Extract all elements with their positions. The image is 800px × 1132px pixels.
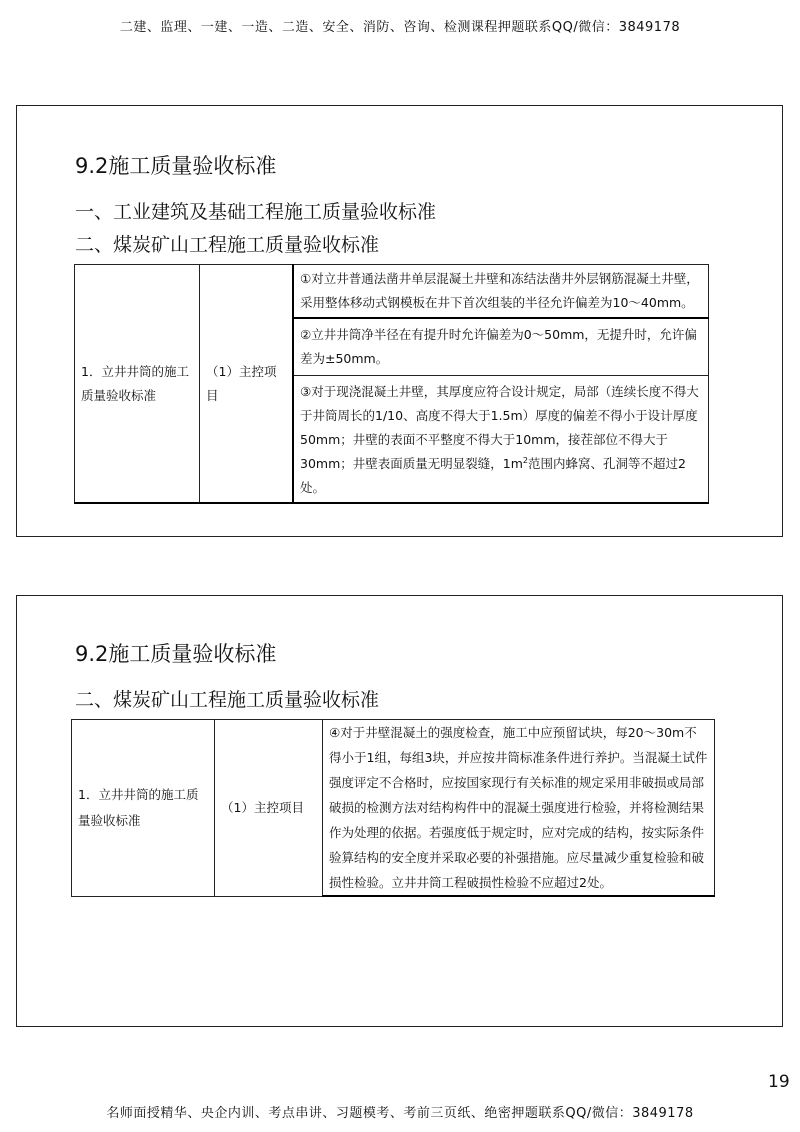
standards-table	[74, 264, 709, 504]
requirement-cell: ①对立井普通法凿井单层混凝土井壁和冻结法凿井外层钢筋混凝土井壁，采用整体移动式钢模板在井下首次组装的半径允许偏差为10～40mm。	[293, 265, 709, 319]
requirement-cell: ②立井井筒净半径在有提升时允许偏差为0～50mm，无提升时，允许偏差为±50mm。	[293, 318, 709, 376]
control-item-cell: （1）主控项目	[200, 265, 294, 504]
table-row	[72, 720, 715, 897]
control-item-cell: （1）主控项目	[215, 720, 323, 897]
slide-title: 9.2施工质量验收标准	[75, 642, 277, 666]
slide-2	[16, 595, 783, 1027]
table-row	[75, 265, 709, 319]
requirement-text: 范围内蜂窝、孔洞等不超过2处。	[300, 456, 686, 495]
category-cell: 1．立井井筒的施工质量验收标准	[75, 265, 200, 504]
requirement-cell	[293, 376, 709, 504]
subtitle-coal-mine: 二、煤炭矿山工程施工质量验收标准	[75, 689, 380, 711]
header-banner: 二建、监理、一建、一造、二造、安全、消防、咨询、检测课程押题联系QQ/微信：3849178	[119, 20, 681, 35]
requirement-text: ③对于现浇混凝土井壁，其厚度应符合设计规定，局部（连续长度不得大于井筒周长的1/10、高度不得大于1.5m）厚度的偏差不得小于设计厚度50mm；井壁的表面不平整度不得大于10mm，接茬部位不得大于30mm；井壁表面质量无明显裂缝，1m	[300, 384, 699, 471]
standards-table	[71, 719, 715, 897]
footer-banner: 名师面授精华、央企内训、考点串讲、习题模考、考前三页纸、绝密押题联系QQ/微信：3849178	[106, 1106, 694, 1121]
page-number: 19	[768, 1072, 790, 1092]
subtitle-coal-mine: 二、煤炭矿山工程施工质量验收标准	[75, 234, 380, 256]
requirement-cell: ④对于井壁混凝土的强度检查，施工中应预留试块，每20～30m不得小于1组，每组3块，并应按井筒标准条件进行养护。当混凝土试件强度评定不合格时，应按国家现行有关标准的规定采用非破损或局部破损的检测方法对结构构件中的混凝土强度进行检验，并将检测结果作为处理的依据。若强度低于规定时，应对完成的结构，按实际条件验算结构的安全度并采取必要的补强措施。应尽量减少重复检验和破损性检验。立井井筒工程破损性检验不应超过2处。	[323, 720, 715, 897]
slide-1	[16, 105, 783, 537]
category-cell: 1．立井井筒的施工质量验收标准	[72, 720, 215, 897]
superscript: 2	[522, 455, 528, 465]
subtitle-industrial: 一、工业建筑及基础工程施工质量验收标准	[75, 201, 437, 223]
slide-title: 9.2施工质量验收标准	[75, 154, 277, 178]
